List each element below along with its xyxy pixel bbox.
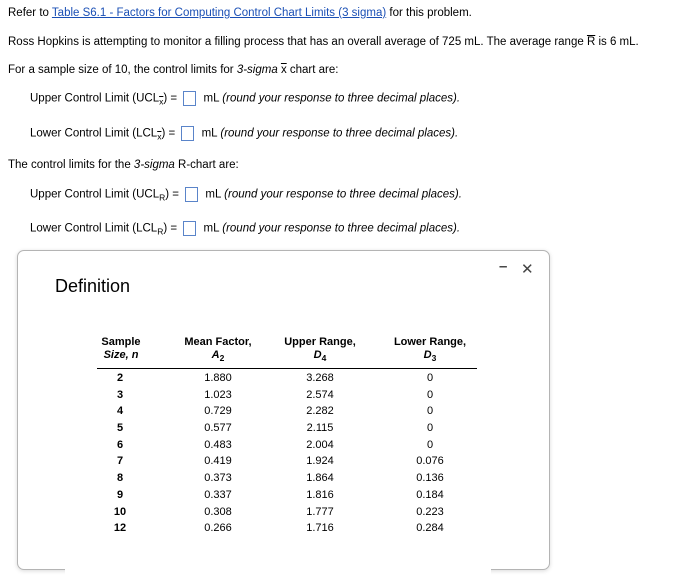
factors-table xyxy=(65,326,491,586)
cell-a2: 0.483 xyxy=(204,438,232,451)
reference-line xyxy=(8,7,472,19)
refer-suffix: for this problem. xyxy=(389,7,472,19)
cell-a2: 0.373 xyxy=(204,472,232,485)
definition-dialog xyxy=(17,250,550,570)
table-row xyxy=(65,470,491,487)
r-lcl-label: Lower Control Limit (LCL xyxy=(30,222,158,235)
cell-n: 7 xyxy=(116,455,124,468)
cell-d3: 0.223 xyxy=(416,505,444,518)
xbar-lcl-row xyxy=(30,126,458,142)
xbar-lcl-close: ) = xyxy=(161,127,176,140)
rbar-symbol: $\overline{R}$ xyxy=(586,36,596,48)
problem-statement xyxy=(8,36,639,48)
cell-d3: 0 xyxy=(426,422,434,435)
xbar-ucl-label: Upper Control Limit (UCL xyxy=(30,92,160,105)
table-row xyxy=(65,437,491,454)
table-row xyxy=(65,420,491,437)
col-header-symbol: D xyxy=(313,349,322,361)
cell-d3: 0 xyxy=(426,405,434,418)
sample-sigma: 3-sigma xyxy=(236,64,278,76)
cell-n: 5 xyxy=(116,422,124,435)
r-lcl-unit: mL xyxy=(203,222,220,235)
col-header-sub: 3 xyxy=(431,353,437,363)
cell-d4: 1.864 xyxy=(306,472,334,485)
col-header-mean-factor xyxy=(168,336,268,365)
col-header-line1: Mean Factor, xyxy=(184,336,252,348)
cell-d3: 0 xyxy=(426,438,434,451)
xbar-ucl-hint: (round your response to three decimal places). xyxy=(222,92,461,105)
cell-d4: 2.004 xyxy=(306,438,334,451)
r-ucl-unit: mL xyxy=(205,188,221,201)
r-ucl-label: Upper Control Limit (UCL xyxy=(30,188,160,201)
cell-d3: 0.284 xyxy=(416,522,444,535)
cell-d3: 0 xyxy=(426,372,434,384)
cell-n: 8 xyxy=(116,472,124,485)
r-ucl-row xyxy=(30,187,462,203)
col-header-symbol: A xyxy=(211,349,220,361)
cell-n: 10 xyxy=(113,505,127,518)
cell-d4: 2.282 xyxy=(306,405,334,418)
cell-n: 12 xyxy=(113,522,127,535)
cell-d4: 3.268 xyxy=(306,372,334,384)
xbar-ucl-close: ) = xyxy=(163,92,178,105)
cell-a2: 1.023 xyxy=(204,388,232,401)
rchart-intro xyxy=(8,159,239,171)
col-header-line1: Sample xyxy=(101,336,141,348)
col-header-sample-size xyxy=(101,336,141,362)
xbar-symbol: $\overline{x}$ xyxy=(280,64,287,76)
r-ucl-input[interactable] xyxy=(185,187,198,202)
cell-d4: 1.816 xyxy=(306,488,334,501)
sample-suffix: chart are: xyxy=(289,64,339,76)
cell-d3: 0 xyxy=(426,388,434,401)
rchart-intro-prefix: The control limits for the xyxy=(8,159,131,171)
r-lcl-sub: R xyxy=(157,226,164,237)
cell-a2: 0.419 xyxy=(204,455,232,468)
table-row xyxy=(65,453,491,470)
r-ucl-sub: R xyxy=(159,192,166,203)
cell-d4: 2.115 xyxy=(306,422,334,435)
cell-n: 2 xyxy=(116,372,124,384)
xbar-ucl-row xyxy=(30,91,460,107)
header-divider xyxy=(97,368,477,369)
sample-size-line xyxy=(8,64,338,76)
table-row xyxy=(65,387,491,404)
rchart-intro-suffix: R-chart are: xyxy=(178,159,239,171)
col-header-line1: Upper Range, xyxy=(284,336,356,348)
col-header-upper-range xyxy=(270,336,370,365)
cell-a2: 0.308 xyxy=(204,505,232,518)
col-header-sub: 4 xyxy=(321,353,327,363)
xbar-ucl-unit: mL xyxy=(203,92,220,105)
cell-n: 6 xyxy=(116,438,124,451)
xbar-ucl-input[interactable] xyxy=(183,91,196,106)
table-body xyxy=(65,370,491,537)
cell-d4: 1.777 xyxy=(306,505,334,518)
r-lcl-hint: (round your response to three decimal places). xyxy=(222,222,461,235)
rchart-intro-sigma: 3-sigma xyxy=(133,159,175,171)
xbar-lcl-unit: mL xyxy=(201,127,218,140)
cell-a2: 0.729 xyxy=(204,405,232,418)
cell-a2: 0.337 xyxy=(204,488,232,501)
cell-d4: 1.924 xyxy=(306,455,334,468)
table-row xyxy=(65,403,491,420)
cell-n: 3 xyxy=(116,388,124,401)
xbar-lcl-label: Lower Control Limit (LCL xyxy=(30,127,158,140)
table-row xyxy=(65,370,491,387)
cell-d4: 1.716 xyxy=(306,522,334,535)
statement-end: is 6 mL. xyxy=(598,36,639,48)
col-header-sub: 2 xyxy=(219,353,225,363)
table-row xyxy=(65,520,491,537)
cell-d3: 0.076 xyxy=(416,455,444,468)
col-header-line1: Lower Range, xyxy=(393,336,467,348)
cell-a2: 0.266 xyxy=(204,522,232,535)
col-header-line2: Size, n xyxy=(103,349,139,361)
xbar-lcl-hint: (round your response to three decimal places). xyxy=(220,127,459,140)
sample-prefix: For a sample size of 10, the control limits for xyxy=(8,64,234,76)
dialog-title: Definition xyxy=(55,276,131,296)
r-lcl-input[interactable] xyxy=(183,221,196,236)
minimize-icon[interactable]: – xyxy=(499,258,508,275)
table-row xyxy=(65,487,491,504)
xbar-lcl-input[interactable] xyxy=(181,126,194,141)
col-header-symbol: D xyxy=(423,349,432,361)
cell-a2: 1.880 xyxy=(204,372,232,384)
cell-d4: 2.574 xyxy=(306,388,334,401)
r-lcl-row xyxy=(30,221,460,237)
statement-text: Ross Hopkins is attempting to monitor a filling process that has an overall average of 725 mL. The average range xyxy=(8,36,584,48)
cell-a2: 0.577 xyxy=(204,422,232,435)
r-ucl-close: ) = xyxy=(165,188,179,201)
refer-prefix: Refer to xyxy=(8,7,49,19)
xbar-ucl-sub: x xyxy=(159,96,164,107)
table-reference-link[interactable]: Table S6.1 - Factors for Computing Control Chart Limits (3 sigma) xyxy=(51,7,387,19)
cell-n: 9 xyxy=(116,488,124,501)
cell-d3: 0.136 xyxy=(416,472,444,485)
table-row xyxy=(65,504,491,521)
col-header-lower-range xyxy=(380,336,480,365)
close-icon[interactable]: ✕ xyxy=(521,261,534,278)
r-lcl-close: ) = xyxy=(163,222,178,235)
r-ucl-hint: (round your response to three decimal places). xyxy=(224,188,462,201)
cell-d3: 0.184 xyxy=(416,488,444,501)
xbar-lcl-sub: x xyxy=(157,131,162,142)
cell-n: 4 xyxy=(116,405,124,418)
